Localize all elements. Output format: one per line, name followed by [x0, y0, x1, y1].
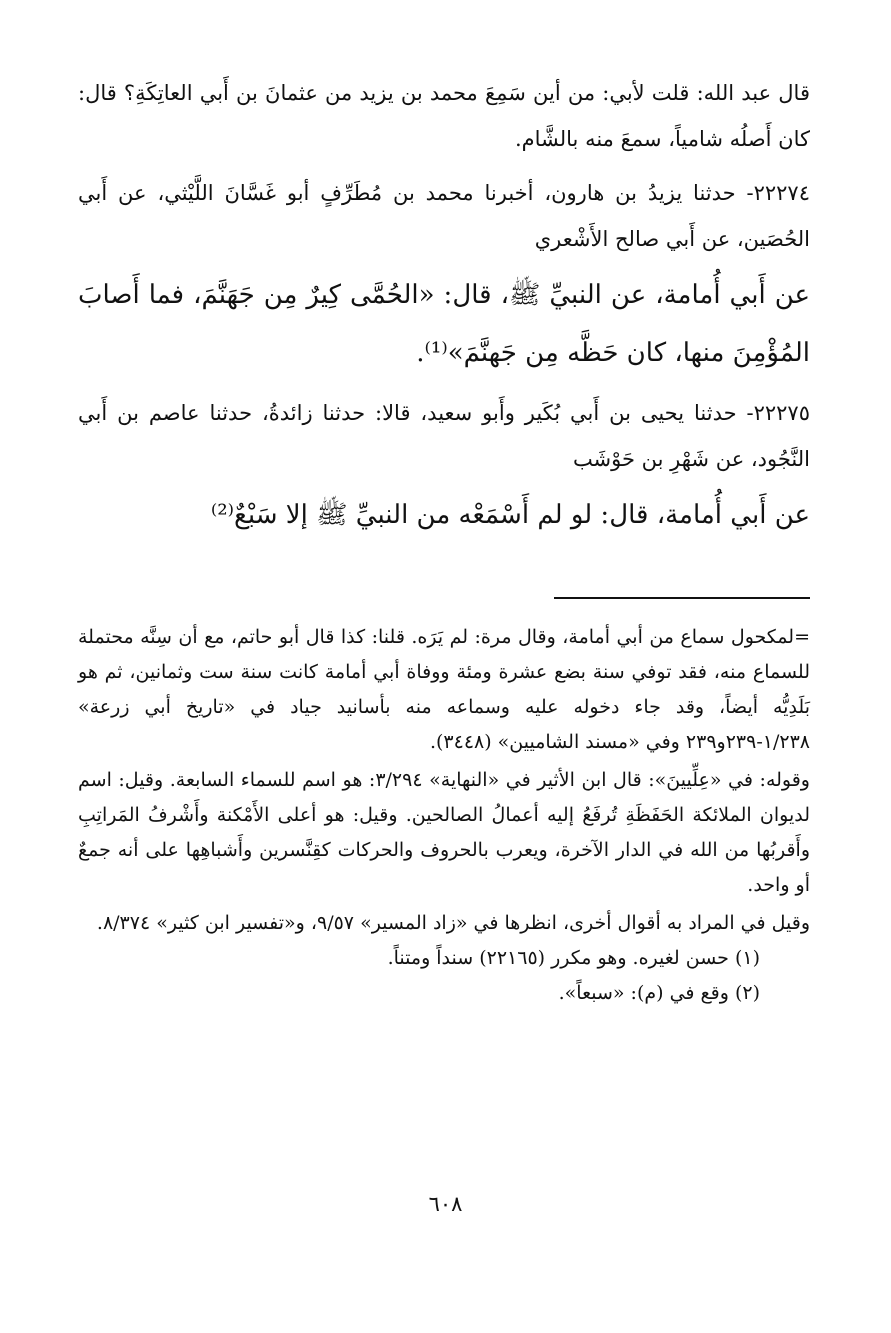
note-illiyin: وقوله: في «عِلِّيينَ»: قال ابن الأثير في «النهاية» ٣/٢٩٤: هو اسم للسماء السابعة. وقيل: اسم لديوان الملائكة الحَفَظَةِ تُرفَعُ إليه أعمالُ الصالحين. وقيل: هو أعلى الأَمْكنة وأَشْرفُ المَراتِبِ وأَقربُها من الله في الدار الآخرة، ويعرب بالحروف والحركات كقِنَّسرين وأَشباهِها على أنه جمعٌ أو واحد.	[78, 769, 810, 896]
footnote-1: (١) حسن لغيره. وهو مكرر (٢٢١٦٥) سنداً ومتناً.	[387, 947, 760, 969]
hadith-22274-isnad: ٢٢٢٧٤- حدثنا يزيدُ بن هارون، أخبرنا محمد بن مُطَرِّفٍ أبو غَسَّانَ اللَّيْثي، عن أَبي الحُصَين، عن أَبي صالح الأَشْعري	[78, 181, 810, 251]
paragraph-abdullah-question: قال عبد الله: قلت لأبي: من أين سَمِعَ محمد بن يزيد من عثمانَ بن أَبي العاتِكَةِ؟ قال: كان أَصلُه شامياً، سمعَ منه بالشَّام.	[78, 81, 810, 151]
main-text	[78, 70, 810, 544]
footnotes	[78, 620, 810, 1011]
hadith-22275-matn: عن أَبي أُمامة، قال: لو لم أَسْمَعْه من النبيِّ ﷺ إلا سَبْعٌ⁽²⁾	[210, 500, 810, 530]
footnote-2: (٢) وقع في (م): «سبعاً».	[558, 982, 760, 1004]
note-other-views: وقيل في المراد به أقوال أخرى، انظرها في «زاد المسير» ٩/٥٧، و«تفسير ابن كثير» ٨/٣٧٤.	[96, 912, 810, 934]
hadith-22274-matn: عن أَبي أُمامة، عن النبيِّ ﷺ، قال: «الحُمَّى كِيرٌ مِن جَهَنَّمَ، فما أَصابَ المُؤْمِنَ منها، كان حَظَّه مِن جَهنَّمَ»⁽¹⁾.	[78, 280, 810, 368]
note-continuation: =لمكحول سماع من أبي أمامة، وقال مرة: لم يَرَه. قلنا: كذا قال أبو حاتم، مع أن سِنَّه محتملة للسماع منه، فقد توفي سنة بضع عشرة ومئة ووفاة أبي أمامة كانت سنة ست وثمانين، ثم هو بَلَدِيُّه أيضاً، وقد جاء دخوله عليه وسماعه منه بأسانيد جياد في «تاريخ أبي زرعة» ١/٢٣٨-٢٣٩و٢٣٩ وفي «مسند الشاميين» (٣٤٤٨).	[78, 626, 810, 753]
footnote-divider	[554, 597, 810, 599]
hadith-22275-isnad: ٢٢٢٧٥- حدثنا يحيى بن أَبي بُكَير وأَبو سعيد، قالا: حدثنا زائدةُ، حدثنا عاصم بن أَبي النَّجُود، عن شَهْرِ بن حَوْشَب	[78, 401, 810, 471]
page-number: ٦٠٨	[428, 1192, 463, 1216]
